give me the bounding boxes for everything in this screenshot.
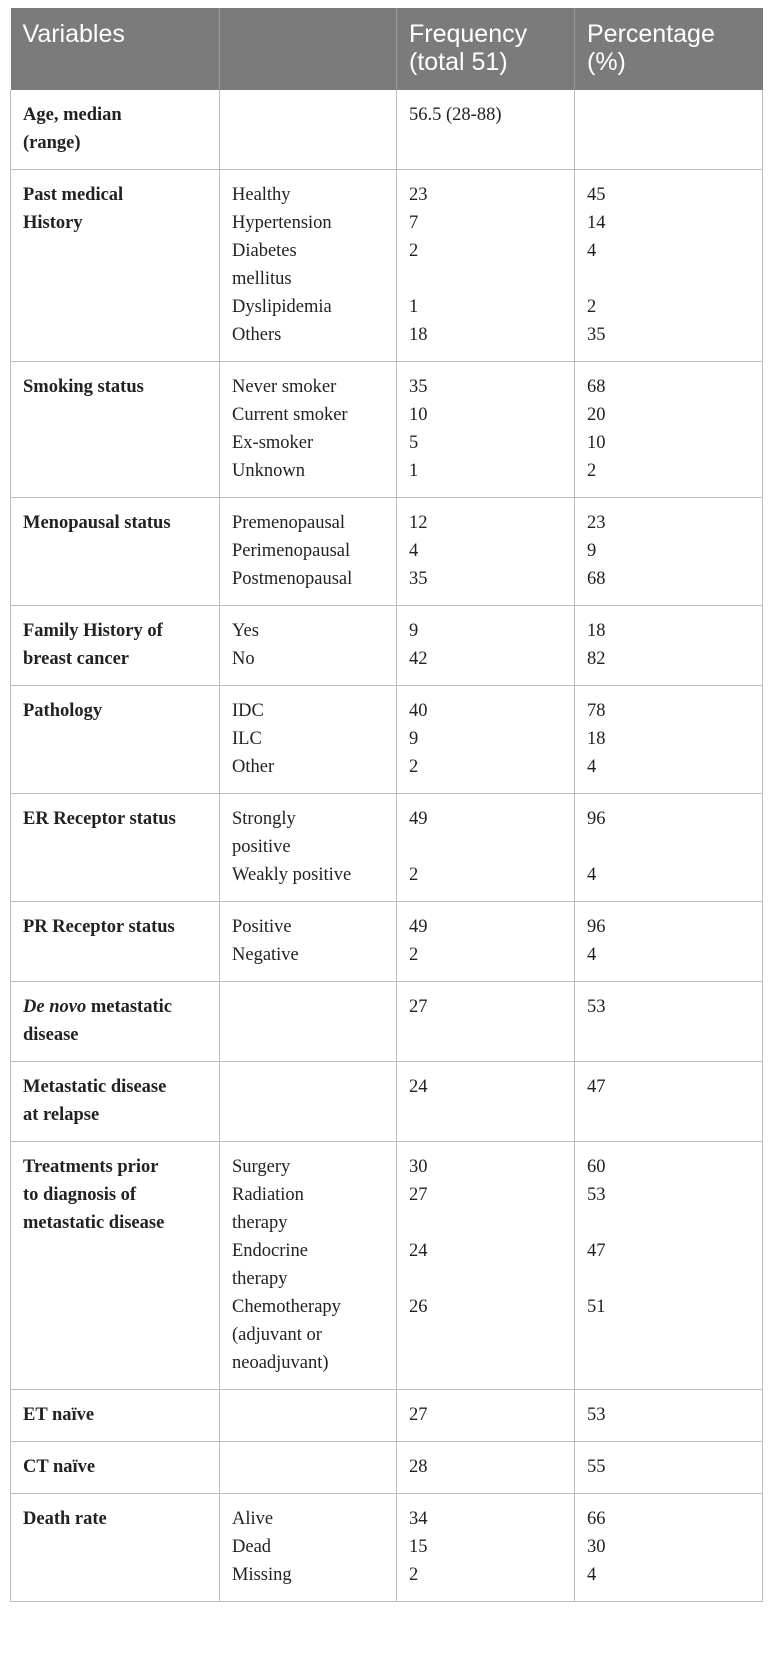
percentage-value: 4: [587, 865, 597, 885]
percentage-cell: [575, 170, 763, 362]
frequency-cell: [397, 362, 575, 498]
percentage-value: 96: [587, 917, 606, 937]
frequency-value: 42: [409, 649, 428, 669]
variable-line: disease: [23, 1025, 79, 1045]
variable-cell: [11, 1062, 220, 1142]
table-row: [11, 1142, 763, 1390]
frequency-value: 28: [409, 1457, 428, 1477]
category-line: Yes: [232, 621, 259, 641]
frequency-value: 34: [409, 1509, 428, 1529]
variable-line: Pathology: [23, 701, 103, 721]
percentage-value: 30: [587, 1537, 606, 1557]
percentage-value: 35: [587, 325, 606, 345]
percentage-cell: [575, 498, 763, 606]
table-row: [11, 606, 763, 686]
percentage-value: 51: [587, 1297, 606, 1317]
table-row: [11, 902, 763, 982]
category-line: Premenopausal: [232, 513, 346, 533]
table-row: [11, 794, 763, 902]
category-line: Radiation: [232, 1185, 304, 1205]
percentage-cell: [575, 902, 763, 982]
category-cell: [220, 498, 397, 606]
table-row: [11, 1390, 763, 1442]
category-line: (adjuvant or: [232, 1325, 322, 1345]
variable-line: (range): [23, 133, 81, 153]
header-variables-label: Variables: [22, 20, 125, 48]
category-cell: [220, 1062, 397, 1142]
variable-italic-prefix: De novo: [23, 997, 87, 1017]
variable-line: History: [23, 213, 83, 233]
variable-line: breast cancer: [23, 649, 129, 669]
category-cell: [220, 606, 397, 686]
frequency-cell: [397, 90, 575, 170]
category-line: Alive: [232, 1509, 274, 1529]
header-variables: [11, 8, 220, 90]
percentage-cell: [575, 606, 763, 686]
frequency-value: 23: [409, 185, 428, 205]
table-row: [11, 982, 763, 1062]
category-cell: [220, 686, 397, 794]
frequency-cell: [397, 1390, 575, 1442]
category-line: Diabetes: [232, 241, 297, 261]
percentage-value: 96: [587, 809, 606, 829]
frequency-value: 35: [409, 377, 428, 397]
frequency-value: [409, 1265, 562, 1293]
percentage-value: 45: [587, 185, 606, 205]
category-line: Surgery: [232, 1157, 291, 1177]
category-cell: [220, 90, 397, 170]
category-line: therapy: [232, 1213, 288, 1233]
variable-cell: [11, 1390, 220, 1442]
percentage-value: 60: [587, 1157, 606, 1177]
variable-cell: [11, 794, 220, 902]
percentage-value: 2: [587, 461, 597, 481]
percentage-value: 2: [587, 297, 597, 317]
header-category: [220, 8, 397, 90]
category-line: mellitus: [232, 269, 292, 289]
table-row: [11, 1442, 763, 1494]
category-line: Chemotherapy: [232, 1297, 341, 1317]
percentage-value: [587, 1265, 750, 1293]
frequency-value: 24: [409, 1077, 428, 1097]
frequency-value: 27: [409, 1405, 428, 1425]
percentage-value: 53: [587, 1185, 606, 1205]
frequency-cell: [397, 794, 575, 902]
frequency-value: 12: [409, 513, 428, 533]
frequency-value: 2: [409, 1565, 419, 1585]
frequency-value: [409, 1209, 562, 1237]
frequency-value: 1: [409, 461, 419, 481]
frequency-value: 10: [409, 405, 428, 425]
table-row: [11, 362, 763, 498]
variable-line: Menopausal status: [23, 513, 171, 533]
percentage-value: 68: [587, 377, 606, 397]
percentage-value: [587, 265, 750, 293]
frequency-value: 2: [409, 241, 419, 261]
variable-line: PR Receptor status: [23, 917, 175, 937]
table-row: [11, 170, 763, 362]
frequency-cell: [397, 498, 575, 606]
frequency-value: 24: [409, 1241, 428, 1261]
frequency-cell: [397, 686, 575, 794]
frequency-value: 26: [409, 1297, 428, 1317]
percentage-value: [587, 1209, 750, 1237]
characteristics-table: [10, 8, 763, 1602]
category-line: Others: [232, 325, 282, 345]
frequency-cell: [397, 982, 575, 1062]
variable-line: ET naïve: [23, 1405, 95, 1425]
frequency-value: 4: [409, 541, 419, 561]
category-line: Strongly: [232, 809, 296, 829]
header-frequency-line: Frequency: [409, 20, 528, 48]
percentage-value: 66: [587, 1509, 606, 1529]
category-line: Hypertension: [232, 213, 332, 233]
variable-line: Smoking status: [23, 377, 144, 397]
category-line: Endocrine: [232, 1241, 309, 1261]
table-row: [11, 1494, 763, 1602]
category-line: Perimenopausal: [232, 541, 351, 561]
variable-cell: [11, 1442, 220, 1494]
percentage-value: 18: [587, 621, 606, 641]
category-cell: [220, 1494, 397, 1602]
variable-line: CT naïve: [23, 1457, 96, 1477]
category-line: Dyslipidemia: [232, 297, 332, 317]
variable-line: Past medical: [23, 185, 124, 205]
category-line: Positive: [232, 917, 292, 937]
frequency-value: 27: [409, 1185, 428, 1205]
category-line: Other: [232, 757, 275, 777]
frequency-value: 35: [409, 569, 428, 589]
percentage-value: 10: [587, 433, 606, 453]
category-line: Negative: [232, 945, 299, 965]
frequency-value: 2: [409, 757, 419, 777]
percentage-value: 55: [587, 1457, 606, 1477]
category-line: therapy: [232, 1269, 288, 1289]
header-frequency-line: (total 51): [409, 48, 508, 76]
percentage-cell: [575, 1142, 763, 1390]
frequency-value: 49: [409, 917, 428, 937]
frequency-value: 27: [409, 997, 428, 1017]
variable-line: Metastatic disease: [23, 1077, 167, 1097]
variable-line: Age, median: [23, 105, 122, 125]
frequency-value: 40: [409, 701, 428, 721]
frequency-value: 9: [409, 729, 419, 749]
category-line: neoadjuvant): [232, 1353, 329, 1373]
percentage-value: 82: [587, 649, 606, 669]
category-line: No: [232, 649, 255, 669]
percentage-value: 4: [587, 1565, 597, 1585]
frequency-value: 1: [409, 297, 419, 317]
variable-line: Family History of: [23, 621, 163, 641]
percentage-value: 9: [587, 541, 597, 561]
frequency-value: [409, 1321, 562, 1349]
frequency-cell: [397, 1142, 575, 1390]
category-line: Ex-smoker: [232, 433, 314, 453]
frequency-value: 7: [409, 213, 419, 233]
percentage-cell: [575, 686, 763, 794]
percentage-cell: [575, 362, 763, 498]
table-header-row: [11, 8, 763, 90]
category-line: IDC: [232, 701, 264, 721]
category-line: Weakly positive: [232, 865, 352, 885]
category-line: Missing: [232, 1565, 292, 1585]
variable-cell: [11, 1142, 220, 1390]
frequency-value: 30: [409, 1157, 428, 1177]
frequency-cell: [397, 1442, 575, 1494]
variable-line: Treatments prior: [23, 1157, 159, 1177]
category-cell: [220, 794, 397, 902]
frequency-value: 18: [409, 325, 428, 345]
percentage-value: [587, 833, 750, 861]
category-line: positive: [232, 837, 291, 857]
variable-cell: [11, 902, 220, 982]
frequency-value: [409, 833, 562, 861]
percentage-value: 53: [587, 1405, 606, 1425]
table-row: [11, 686, 763, 794]
frequency-cell: [397, 902, 575, 982]
percentage-value: 20: [587, 405, 606, 425]
percentage-value: [587, 1349, 750, 1377]
frequency-cell: [397, 170, 575, 362]
percentage-cell: [575, 982, 763, 1062]
header-percentage: [575, 8, 763, 90]
percentage-value: 4: [587, 757, 597, 777]
frequency-value: 49: [409, 809, 428, 829]
variable-cell: [11, 606, 220, 686]
category-line: Current smoker: [232, 405, 348, 425]
percentage-cell: [575, 1494, 763, 1602]
frequency-value: 2: [409, 945, 419, 965]
frequency-value: [409, 265, 562, 293]
frequency-cell: [397, 1062, 575, 1142]
percentage-value: 53: [587, 997, 606, 1017]
percentage-value: 47: [587, 1077, 606, 1097]
category-line: Never smoker: [232, 377, 337, 397]
variable-line: [23, 993, 207, 1021]
category-cell: [220, 902, 397, 982]
category-cell: [220, 982, 397, 1062]
percentage-value: 78: [587, 701, 606, 721]
variable-line: Death rate: [23, 1509, 107, 1529]
header-percentage-line: Percentage: [587, 20, 715, 48]
percentage-value: 4: [587, 945, 597, 965]
frequency-value: 56.5 (28-88): [409, 105, 502, 125]
category-line: Dead: [232, 1537, 272, 1557]
frequency-value: [409, 1349, 562, 1377]
percentage-value: 18: [587, 729, 606, 749]
percentage-cell: [575, 1442, 763, 1494]
percentage-cell: [575, 1390, 763, 1442]
variable-cell: [11, 982, 220, 1062]
percentage-value: 47: [587, 1241, 606, 1261]
table-row: [11, 498, 763, 606]
frequency-value: 5: [409, 433, 419, 453]
category-cell: [220, 1442, 397, 1494]
frequency-value: 2: [409, 865, 419, 885]
variable-cell: [11, 498, 220, 606]
frequency-cell: [397, 606, 575, 686]
frequency-cell: [397, 1494, 575, 1602]
frequency-value: 15: [409, 1537, 428, 1557]
percentage-value: 4: [587, 241, 597, 261]
variable-cell: [11, 686, 220, 794]
percentage-cell: [575, 1062, 763, 1142]
table-body: [11, 90, 763, 1602]
variable-cell: [11, 362, 220, 498]
category-line: ILC: [232, 729, 262, 749]
percentage-value: 23: [587, 513, 606, 533]
variable-line: at relapse: [23, 1105, 100, 1125]
category-cell: [220, 362, 397, 498]
percentage-value: [587, 1321, 750, 1349]
category-line: Postmenopausal: [232, 569, 353, 589]
variable-line-rest: metastatic: [86, 997, 172, 1017]
variable-line: ER Receptor status: [23, 809, 176, 829]
category-line: Healthy: [232, 185, 291, 205]
percentage-cell: [575, 90, 763, 170]
table-row: [11, 90, 763, 170]
category-line: Unknown: [232, 461, 305, 481]
variable-line: metastatic disease: [23, 1213, 165, 1233]
percentage-value: 14: [587, 213, 606, 233]
header-frequency: [397, 8, 575, 90]
category-cell: [220, 1390, 397, 1442]
category-cell: [220, 1142, 397, 1390]
frequency-value: 9: [409, 621, 419, 641]
header-percentage-line: (%): [587, 48, 626, 76]
percentage-value: 68: [587, 569, 606, 589]
variable-cell: [11, 90, 220, 170]
table-row: [11, 1062, 763, 1142]
variable-cell: [11, 1494, 220, 1602]
variable-line: to diagnosis of: [23, 1185, 137, 1205]
percentage-cell: [575, 794, 763, 902]
category-cell: [220, 170, 397, 362]
variable-cell: [11, 170, 220, 362]
